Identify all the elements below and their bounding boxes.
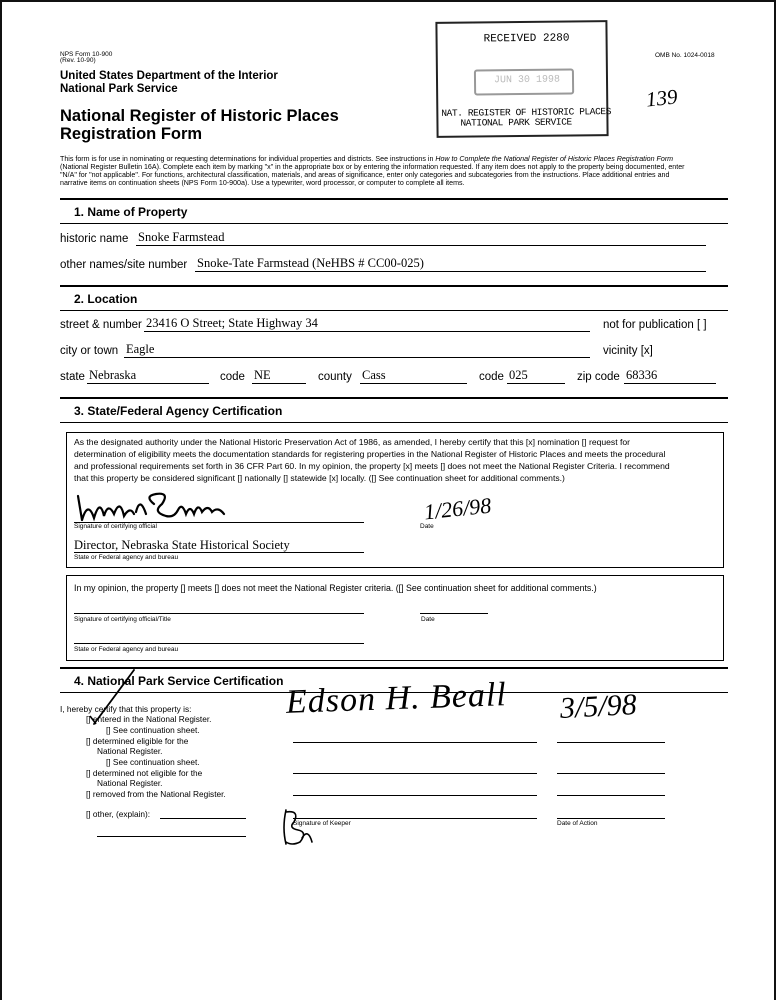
opinion-agency-line[interactable]: [74, 643, 364, 644]
section1-title: 1. Name of Property: [74, 205, 188, 219]
other-explain-line[interactable]: [160, 818, 246, 819]
removed-checkbox[interactable]: [] removed from the National Register.: [86, 789, 226, 799]
state-certification-text: [74, 436, 720, 484]
form-number: NPS Form 10-900: [60, 51, 113, 58]
stamp-line1: NAT. REGISTER OF HISTORIC PLACES: [441, 106, 612, 119]
certifying-agency-value: Director, Nebraska State Historical Society: [74, 538, 290, 552]
cert-signature-label: Signature of certifying official: [74, 523, 157, 530]
not-eligible-line2: National Register.: [97, 778, 163, 788]
state-label: state: [60, 371, 85, 383]
state-value: Nebraska: [89, 368, 137, 382]
zip-label: zip code: [577, 371, 620, 383]
cert-line4: that this property be considered significant [] nationally [] statewide [x] locally. ([] See continuation sheet for additional comments.): [74, 473, 565, 483]
section2-bottom-rule: [60, 310, 728, 311]
other-names-label: other names/site number: [60, 259, 188, 271]
instructions-line3: "N/A" for "not applicable". For functions, architectural classification, materials, and areas of significance, enter only categories and subcategories from the instructions. Place additional entries and: [60, 171, 670, 179]
section1-top-rule: [60, 198, 728, 200]
keeper-line-4[interactable]: [293, 818, 537, 819]
form-title-line2: Registration Form: [60, 125, 203, 143]
opinion-date-line[interactable]: [420, 613, 488, 614]
section3-top-rule: [60, 397, 728, 399]
keeper-signature: Edson H. Beall: [285, 676, 508, 721]
handwritten-reference-number: 139: [644, 84, 679, 112]
street-label: street & number: [60, 319, 142, 331]
county-field[interactable]: [360, 370, 467, 384]
keeper-line-3[interactable]: [293, 795, 537, 796]
other-names-value: Snoke-Tate Farmstead (NeHBS # CC00-025): [197, 256, 424, 270]
historic-name-label: historic name: [60, 233, 129, 245]
page-edge-left: [0, 0, 2, 1000]
form-revision: (Rev. 10-90): [60, 57, 96, 64]
action-date-label: Date of Action: [557, 820, 598, 827]
street-field[interactable]: [144, 318, 590, 332]
section4-top-rule: [60, 667, 728, 669]
instructions-line1-a: This form is for use in nominating or requesting determinations for individual properties and districts. See instructions in: [60, 155, 436, 163]
service-name: National Park Service: [60, 83, 178, 95]
city-label: city or town: [60, 345, 119, 357]
historic-name-value: Snoke Farmstead: [138, 230, 225, 244]
see-continuation-2[interactable]: [] See continuation sheet.: [106, 757, 200, 767]
city-value: Eagle: [126, 342, 155, 356]
eligible-checkbox[interactable]: [] determined eligible for the: [86, 736, 189, 746]
vicinity-checkbox[interactable]: vicinity [x]: [603, 345, 653, 357]
county-label: county: [318, 371, 352, 383]
page-edge-top: [0, 0, 776, 2]
see-continuation-1[interactable]: [] See continuation sheet.: [106, 725, 200, 735]
department-name: United States Department of the Interior: [60, 70, 278, 82]
historic-name-field[interactable]: [136, 232, 706, 246]
action-date-handwritten: 3/5/98: [559, 688, 638, 725]
opinion-signature-line[interactable]: [74, 613, 364, 614]
state-code-value: NE: [254, 368, 271, 382]
opinion-text: In my opinion, the property [] meets [] does not meet the National Register criteria. ([] See continuation sheet for additional comments.): [74, 583, 597, 593]
entered-checkbox[interactable]: [] entered in the National Register.: [86, 714, 212, 724]
other-checkbox[interactable]: [] other, (explain):: [86, 809, 151, 819]
county-value: Cass: [362, 368, 386, 382]
instructions-line4: narrative items on continuation sheets (NPS Form 10-900a). Use a typewriter, word processor, or computer to complete all items.: [60, 179, 465, 187]
other-names-field[interactable]: [195, 258, 706, 272]
keeper-line-1[interactable]: [293, 742, 537, 743]
action-line-4[interactable]: [557, 818, 665, 819]
section3-bottom-rule: [60, 422, 728, 423]
keeper-initials: [280, 808, 314, 848]
section2-title: 2. Location: [74, 292, 138, 306]
cert-agency-line: [74, 552, 364, 553]
keeper-line-2[interactable]: [293, 773, 537, 774]
zip-field[interactable]: [624, 370, 716, 384]
cert-date-label: Date: [420, 523, 434, 530]
stamp-date-box: [474, 68, 574, 95]
stamp-date-smudge: JUN 30 1998: [493, 74, 561, 87]
check-mark-stroke: [88, 668, 138, 728]
other-explain-line2[interactable]: [97, 836, 246, 837]
action-line-3[interactable]: [557, 795, 665, 796]
county-code-value: 025: [509, 368, 528, 382]
county-code-label: code: [479, 371, 504, 383]
action-line-2[interactable]: [557, 773, 665, 774]
cert-line3: and professional requirements set forth in 36 CFR Part 60. In my opinion, the property [x] meets [] does not meet the National Register Criteria. I recommend: [74, 461, 670, 471]
omb-number: OMB No. 1024-0018: [655, 52, 715, 59]
zip-value: 68336: [626, 368, 658, 382]
cert-line2: determination of eligibility meets the documentation standards for registering properties in the National Register of Historic Places and meets the procedural: [74, 449, 666, 459]
nps-intro: I, hereby certify that this property is:: [60, 704, 192, 714]
action-line-1[interactable]: [557, 742, 665, 743]
city-field[interactable]: [124, 344, 590, 358]
cert-line1: As the designated authority under the National Historic Preservation Act of 1986, as amended, I hereby certify that this [x] nomination [] request for: [74, 437, 631, 447]
instructions-line1-b: How to Complete the National Register of Historic Places Registration Form: [435, 155, 674, 163]
opinion-agency-label: State or Federal agency and bureau: [74, 646, 179, 653]
not-for-publication-checkbox[interactable]: not for publication [ ]: [603, 319, 707, 331]
cert-signed-date: 1/26/98: [422, 492, 493, 525]
eligible-line2: National Register.: [97, 746, 163, 756]
keeper-label: Signature of Keeper: [293, 820, 351, 827]
opinion-date-label: Date: [421, 616, 435, 623]
not-eligible-checkbox[interactable]: [] determined not eligible for the: [86, 768, 203, 778]
section3-title: 3. State/Federal Agency Certification: [74, 404, 283, 418]
instructions-line2: (National Register Bulletin 16A). Complete each item by marking "x" in the appropriate box or by entering the information requested. If any item does not apply to the property being documented, enter: [60, 163, 685, 171]
opinion-signature-label: Signature of certifying official/Title: [74, 616, 171, 623]
section4-title: 4. National Park Service Certification: [74, 674, 284, 688]
received-stamp: [435, 20, 612, 138]
form-title-line1: National Register of Historic Places: [60, 107, 339, 125]
section2-top-rule: [60, 285, 728, 287]
stamp-received: RECEIVED 2280: [483, 32, 570, 46]
street-value: 23416 O Street; State Highway 34: [146, 316, 318, 330]
state-field[interactable]: [87, 370, 209, 384]
cert-agency-label: State or Federal agency and bureau: [74, 554, 179, 561]
state-code-field[interactable]: [252, 370, 306, 384]
state-code-label: code: [220, 371, 245, 383]
section1-bottom-rule: [60, 223, 728, 224]
county-code-field[interactable]: [507, 370, 565, 384]
stamp-line2: NATIONAL PARK SERVICE: [460, 116, 572, 129]
